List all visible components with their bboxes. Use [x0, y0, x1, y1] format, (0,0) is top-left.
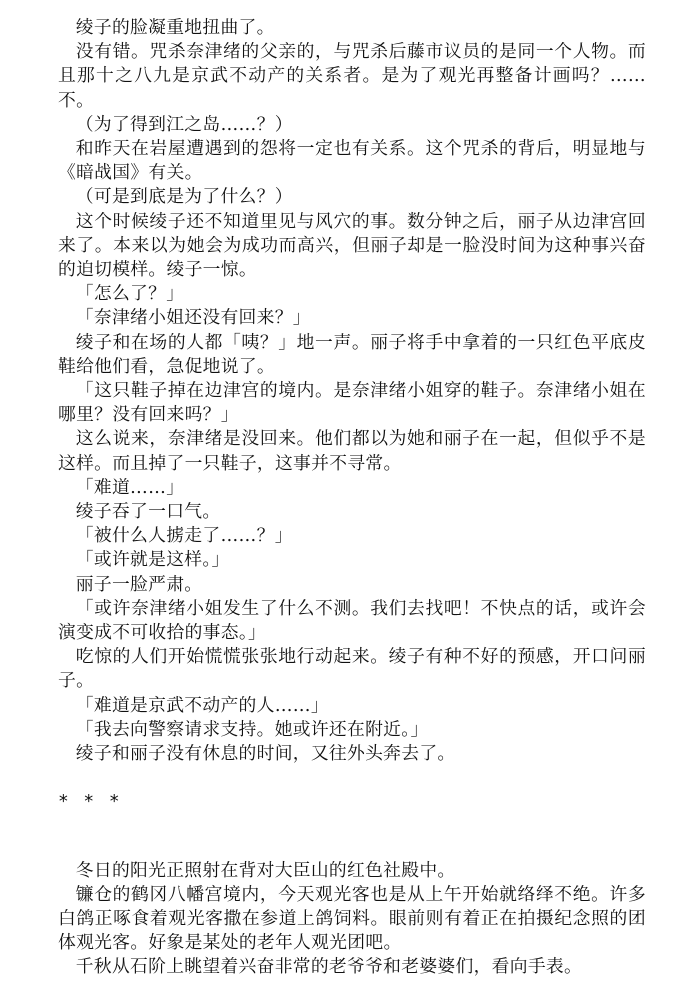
dialogue-line: 「我去向警察请求支持。她或许还在附近。」: [75, 718, 429, 740]
paragraph: 这么说来，奈津绪是没回来。他们都以为她和丽子在一起，但似乎不是这样。而且掉了一只鞋子，这事并不寻常。: [58, 428, 646, 474]
paragraph: 冬日的阳光正照射在背对大臣山的红色社殿中。: [75, 859, 456, 881]
dialogue-line: 「奈津绪小姐还没有回来？」: [75, 307, 311, 329]
paragraph: 千秋从石阶上眺望着兴奋非常的老爷爷和老婆婆们，看向手表。: [75, 956, 583, 978]
paragraph: 没有错。咒杀奈津绪的父亲的，与咒杀后藤市议员的是同一个人物。而且那十之八九是京武不动产的关系者。是为了观光再整备计画吗？……不。: [58, 41, 646, 111]
thought-line: （为了得到江之岛……？）: [75, 113, 293, 135]
dialogue-line: 「或许就是这样。」: [75, 549, 230, 571]
dialogue-line: 「被什么人掳走了……？」: [75, 525, 293, 547]
thought-line: （可是到底是为了什么？）: [75, 186, 293, 208]
paragraph: 和昨天在岩屋遭遇到的怨将一定也有关系。这个咒杀的背后，明显地与《暗战国》有关。: [58, 138, 646, 184]
scene-separator: * * *: [58, 791, 122, 813]
dialogue-line: 「这只鞋子掉在边津宫的境内。是奈津绪小姐穿的鞋子。奈津绪小姐在哪里？没有回来吗？」: [58, 380, 646, 426]
paragraph: 这个时候绫子还不知道里见与风穴的事。数分钟之后，丽子从边津宫回来了。本来以为她会为成功而高兴，但丽子却是一脸没时间为这种事兴奋的迫切模样。绫子一惊。: [58, 210, 646, 281]
paragraph: 绫子和在场的人都「咦？」地一声。丽子将手中拿着的一只红色平底皮鞋给他们看，急促地说了。: [58, 331, 646, 377]
paragraph: 镰仓的鹤冈八幡宫境内，今天观光客也是从上午开始就络绎不绝。许多白鸽正啄食着观光客撒在参道上鸽饲料。眼前则有着正在拍摄纪念照的团体观光客。好象是某处的老年人观光团吧。: [58, 883, 646, 954]
section-before: [58, 16, 646, 766]
dialogue-line: 「怎么了？」: [75, 283, 185, 305]
paragraph: 绫子吞了一口气。: [75, 501, 221, 523]
paragraph: 绫子的脸凝重地扭曲了。: [75, 17, 275, 38]
paragraph: 绫子和丽子没有休息的时间，又往外头奔去了。: [75, 743, 456, 765]
section-after: [58, 859, 646, 980]
paragraph: 丽子一脸严肃。: [75, 573, 203, 595]
dialogue-line: 「难道是京武不动产的人……」: [75, 694, 329, 716]
paragraph: 吃惊的人们开始慌慌张张地行动起来。绫子有种不好的预感，开口问丽子。: [58, 646, 646, 692]
dialogue-line: 「或许奈津绪小姐发生了什么不测。我们去找吧！不快点的话，或许会演变成不可收拾的事态。」: [58, 597, 646, 644]
dialogue-line: 「难道……」: [75, 476, 185, 498]
